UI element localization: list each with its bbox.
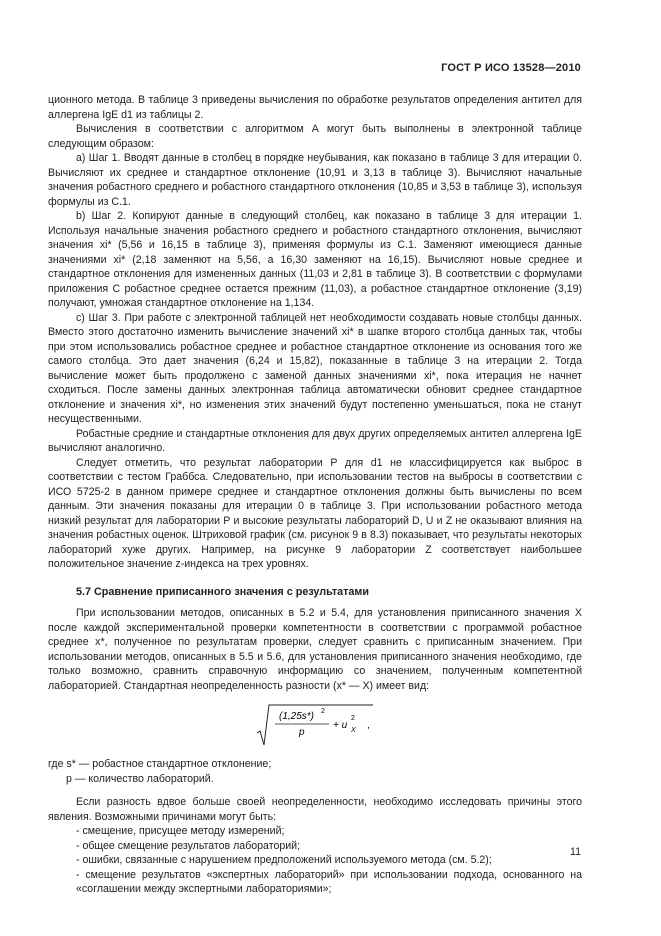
document-code-header: ГОСТ Р ИСО 13528—2010: [441, 62, 581, 74]
formula-term-sub: X: [351, 727, 356, 734]
formula-numerator-power: 2: [321, 708, 325, 715]
page-body: [48, 93, 582, 897]
paragraph: Вычисления в соответствии с алгоритмом А могут быть выполнены в электронной таблице следующим образом:: [48, 123, 582, 150]
list-item: - смещение, присущее методу измерений;: [76, 825, 285, 837]
formula-tail: ,: [367, 720, 370, 731]
paragraph: Если разность вдвое больше своей неопределенности, необходимо исследовать причины этого явления. Возможными причинами могут быть:: [48, 796, 582, 823]
paragraph: При использовании методов, описанных в 5.2 и 5.4, для установления приписанного значения X после каждой экспериментальной проверки компетентности в соответствии с программой робастное среднее x*, полученное по результатам проверки, следует сравнить с приписанным значением. При использовании методов, описанных в 5.5 и 5.6, для установления приписанного значения необходимо, где только возможно, сравнить справочную информацию со значением, полученным компетентной лабораторией. Стандартная неопределенность разности (x* — X) имеет вид:: [48, 607, 582, 692]
where-line: где s* — робастное стандартное отклонение;: [48, 758, 272, 770]
paragraph: ционного метода. В таблице 3 приведены вычисления по обработке результатов определения антител для аллергена IgE d1 из таблицы 2.: [48, 94, 582, 121]
uncertainty-formula: [48, 703, 582, 747]
formula-term-sup: 2: [351, 715, 355, 722]
step-c-paragraph: c) Шаг 3. При работе с электронной таблицей нет необходимости создавать новые столбцы данных. Вместо этого достаточно изменить вычисление значений xi* в шапке второго столбца данных так, чтобы при этом использовались робастное среднее и робастное стандартное отклонение из основания того же самого столбца. Это дает значения (6,24 и 15,82), показанные в таблице 3 на итерации 2. Тогда вычисление может быть продолжено с заменой данных значениями xi*, пока итерация не начнет сходиться. После замены данных электронная таблица автоматически обновит среднее стандартное отклонение и значения xi*, но изменения этих значений будут постепенно уменьшаться, пока не станут несущественными.: [48, 311, 582, 425]
where-line: p — количество лабораторий.: [66, 772, 214, 785]
step-a-paragraph: a) Шаг 1. Вводят данные в столбец в порядке неубывания, как показано в таблице 3 для итерации 0. Вычисляют их среднее и стандартное отклонение (10,91 и 3,13 в таблице 3). Вычисляют начальные значения робастного среднего и робастного стандартного отклонения (10,85 и 3,53 в таблице 3), используя формулы из С.1.: [48, 152, 582, 208]
formula-svg: [255, 703, 375, 747]
formula-denominator: p: [299, 727, 305, 738]
list-item: - общее смещение результатов лабораторий;: [76, 839, 301, 852]
page-number: 11: [570, 846, 581, 858]
sqrt-sign: [257, 705, 373, 745]
paragraph: Робастные средние и стандартные отклонения для двух других определяемых антител аллергена IgE вычисляют аналогично.: [48, 427, 582, 454]
formula-numerator: (1,25s*): [279, 711, 315, 722]
formula-plus-term: + u: [333, 720, 348, 731]
list-item: - смещение результатов «экспертных лабораторий» при использовании подхода, основанного на «соглашении между экспертными лабораториями»;: [76, 868, 582, 895]
section-heading-5-7: 5.7 Сравнение приписанного значения с результатами: [76, 585, 370, 598]
step-b-paragraph: b) Шаг 2. Копируют данные в следующий столбец, как показано в таблице 3 для итерации 1. Используя начальные значения робастного среднего и робастного стандартного отклонения, вычисляют значения xi* (5,56 и 16,15 в таблице 3), применяя формулы из С.1. Заменяют имеющиеся данные значениями xi* (2,18 заменяют на 5,56, а 16,30 заменяют на 16,15). Вычисляют новые среднее и стандартное отклонения для измененных данных (11,03 и 2,81 в таблице 3). В соответствии с формулами приложения С робастное среднее остается прежним (11,03), а робастное стандартное отклонение (3,19) получают, умножая стандартное отклонение на 1,134.: [48, 210, 582, 309]
list-item: - ошибки, связанные с нарушением предположений используемого метода (см. 5.2);: [76, 854, 492, 866]
paragraph: Следует отметить, что результат лаборатории Р для d1 не классифицируется как выброс в соответствии с тестом Граббса. Следовательно, при использовании тестов на выбросы в соответствии с ИСО 5725-2 в данном примере среднее и стандартное отклонения должны быть вычислены по всем данным. Эти значения показаны для итерации 0 в таблице 3. При использовании робастного метода низкий результат для лаборатории Р и высокие результаты лабораторий D, U и Z не оказывают влияния на значения робастных оценок. Штриховой график (см. рисунок 9 в 8.3) показывает, что результаты некоторых лабораторий хуже других. Например, на рисунке 9 лаборатории Z соответствует наибольшее положительное значение z-индекса на трех уровнях.: [48, 456, 582, 570]
